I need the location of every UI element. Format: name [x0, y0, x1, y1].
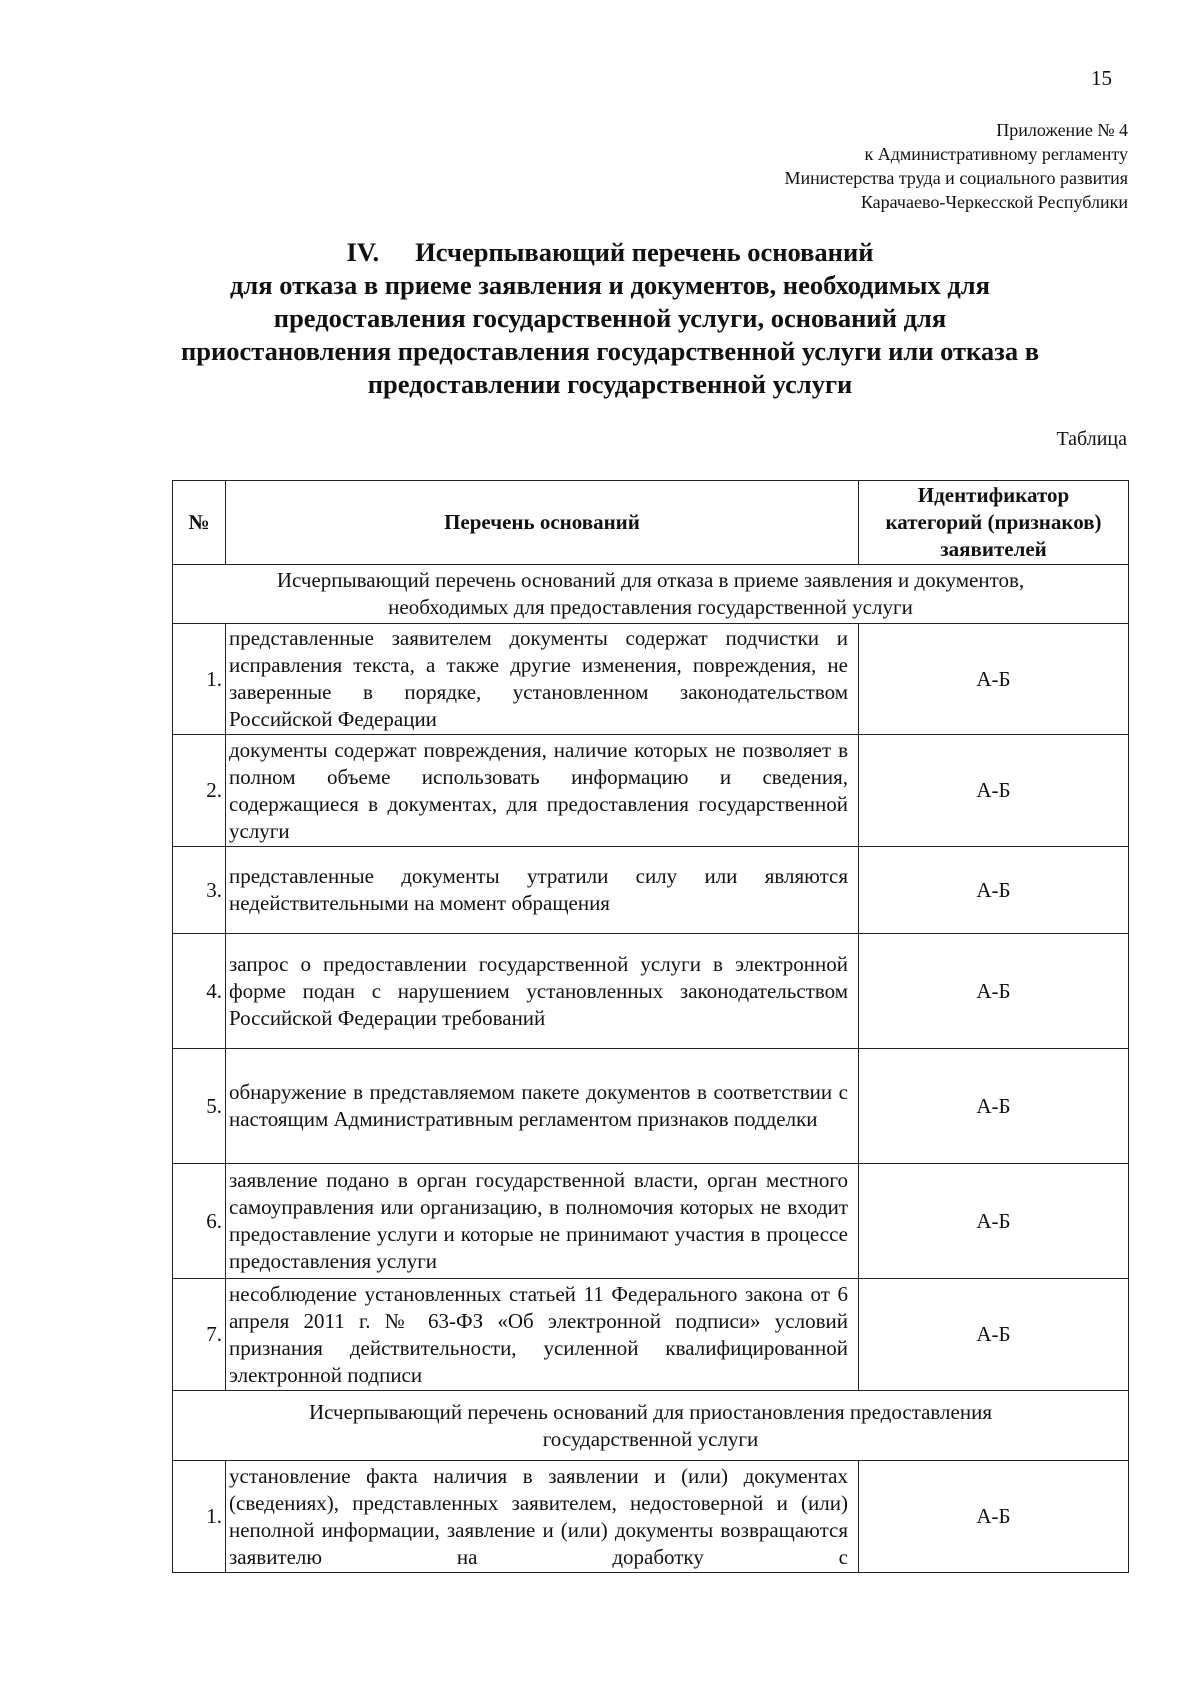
header-num: № — [173, 481, 226, 565]
row-category: А-Б — [859, 1164, 1129, 1279]
row-category: А-Б — [859, 847, 1129, 934]
row-number: 7. — [173, 1279, 226, 1391]
row-number: 2. — [173, 735, 226, 847]
row-number: 5. — [173, 1049, 226, 1164]
heading-line: предоставления государственной услуги, оснований для — [273, 303, 947, 333]
table-row — [173, 1049, 1129, 1164]
row-number: 1. — [173, 1461, 226, 1573]
heading-line: предоставлении государственной услуги — [367, 369, 853, 399]
row-ground: документы содержат повреждения, наличие которых не позволяет в полном объеме использовать информацию и сведения, содержащиеся в документах, для предоставления государственной услуги — [226, 735, 859, 847]
appendix-line: к Административному регламенту — [864, 144, 1128, 164]
section-title-line: необходимых для предоставления государственной услуги — [388, 595, 913, 619]
row-category: А-Б — [859, 624, 1129, 735]
section-title — [173, 1391, 1129, 1461]
appendix-line: Карачаево-Черкесской Республики — [860, 192, 1128, 212]
grounds-table — [172, 480, 1129, 1573]
table-header-row — [173, 481, 1129, 565]
heading-line: для отказа в приеме заявления и документов, необходимых для — [230, 270, 990, 300]
table-label: Таблица — [1056, 428, 1127, 450]
section-title-line: Исчерпывающий перечень оснований для отказа в приеме заявления и документов, — [276, 568, 1025, 592]
table-row — [173, 934, 1129, 1049]
row-category: А-Б — [859, 735, 1129, 847]
row-category: А-Б — [859, 1461, 1129, 1573]
table-row — [173, 1164, 1129, 1279]
header-identifier-line: Идентификатор — [917, 483, 1070, 507]
table-row — [173, 624, 1129, 735]
section-title-line: Исчерпывающий перечень оснований для приостановления предоставления — [308, 1399, 992, 1424]
row-ground: обнаружение в представляемом пакете документов в соответствии с настоящим Административным регламентом признаков подделки — [226, 1049, 859, 1164]
row-ground: установление факта наличия в заявлении и (или) документах (сведениях), представленных заявителем, недостоверной и (или) неполной информации, заявление и (или) документы возвращаются заявителю на доработку с — [226, 1461, 859, 1573]
row-ground: представленные заявителем документы содержат подчистки и исправления текста, а также другие изменения, повреждения, не заверенные в порядке, установленном законодательством Российской Федерации — [226, 624, 859, 735]
heading-line: Исчерпывающий перечень оснований — [415, 237, 874, 267]
section-number: IV. — [346, 237, 380, 267]
header-identifier — [859, 481, 1129, 565]
header-identifier-line: заявителей — [940, 537, 1047, 561]
table-row — [173, 847, 1129, 934]
row-category: А-Б — [859, 1279, 1129, 1391]
section-title — [173, 565, 1129, 624]
row-category: А-Б — [859, 934, 1129, 1049]
section-row-refusal — [173, 565, 1129, 624]
appendix-line: Приложение № 4 — [996, 120, 1128, 140]
row-category: А-Б — [859, 1049, 1129, 1164]
row-ground: запрос о предоставлении государственной услуги в электронной форме подан с нарушением установленных законодательством Российской Федерации требований — [226, 934, 859, 1049]
section-title-line: государственной услуги — [542, 1426, 759, 1451]
section-row-suspension — [173, 1391, 1129, 1461]
heading-line: приостановления предоставления государственной услуги или отказа в — [180, 336, 1040, 366]
row-number: 3. — [173, 847, 226, 934]
section-heading — [150, 236, 1070, 401]
row-number: 4. — [173, 934, 226, 1049]
header-identifier-line: категорий (признаков) — [885, 510, 1102, 534]
table-row — [173, 1461, 1129, 1573]
appendix-note — [784, 118, 1128, 214]
page-number: 15 — [1091, 66, 1112, 90]
row-ground: представленные документы утратили силу или являются недействительными на момент обращения — [226, 847, 859, 934]
header-grounds: Перечень оснований — [226, 481, 859, 565]
row-ground: заявление подано в орган государственной власти, орган местного самоуправления или организацию, в полномочия которых не входит предоставление услуги и которые не принимают участия в процессе предоставления услуги — [226, 1164, 859, 1279]
table-row — [173, 1279, 1129, 1391]
table-row — [173, 735, 1129, 847]
row-ground: несоблюдение установленных статьей 11 Федерального закона от 6 апреля 2011 г. № 63-ФЗ «Об электронной подписи» условий признания действительности, усиленной квалифицированной электронной подписи — [226, 1279, 859, 1391]
row-number: 1. — [173, 624, 226, 735]
row-number: 6. — [173, 1164, 226, 1279]
appendix-line: Министерства труда и социального развития — [784, 168, 1128, 188]
